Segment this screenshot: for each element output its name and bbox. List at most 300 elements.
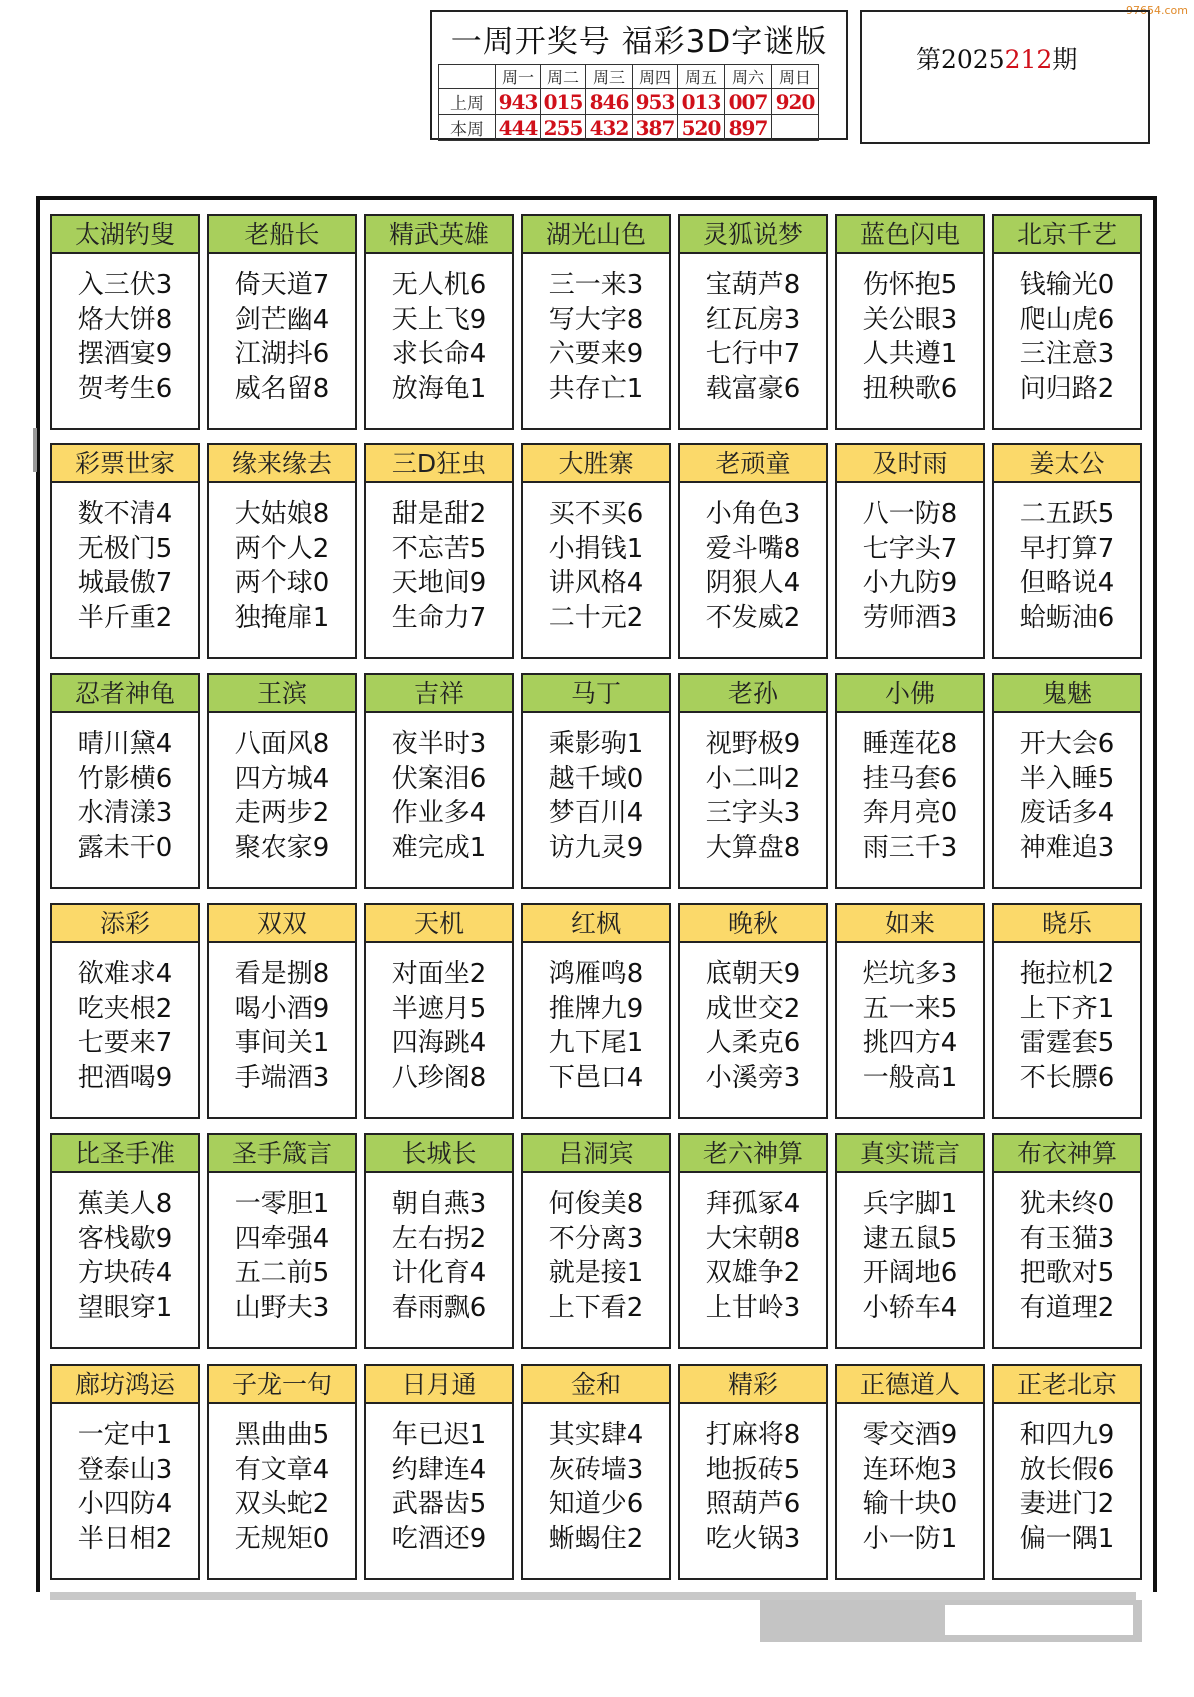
riddle-line: 蜥蝎住2 [548,1523,644,1554]
riddle-card-lines [52,497,198,635]
riddle-line: 灰砖墙3 [548,1454,644,1485]
riddle-card-title: 双双 [209,905,355,943]
riddle-card [521,1133,671,1349]
riddle-line: 露未干0 [77,832,173,863]
riddle-card-lines [523,1187,669,1325]
riddle-card [678,443,828,659]
riddle-card-lines [680,727,826,865]
riddle-line: 废话多4 [1019,798,1115,828]
riddle-card-lines [209,268,355,406]
riddle-card-title: 廊坊鸿运 [52,1366,198,1404]
riddle-line: 四牵强4 [234,1223,330,1254]
riddle-line: 求长命4 [391,339,487,369]
riddle-line: 零交酒9 [862,1420,958,1450]
riddle-card-title: 老六神算 [680,1135,826,1173]
riddle-line: 早打算7 [1019,533,1115,564]
riddle-line: 伤怀抱5 [862,270,958,300]
riddle-card [678,1133,828,1349]
riddle-card-title: 晓乐 [994,905,1140,943]
riddle-card-lines [837,727,983,865]
riddle-line: 打麻将8 [705,1420,801,1450]
riddle-card-lines [52,727,198,865]
riddle-line: 扭秧歌6 [862,373,958,404]
riddle-line: 偏一隅1 [1019,1523,1115,1554]
riddle-card [364,214,514,430]
riddle-card-lines [366,727,512,865]
riddle-line: 半日相2 [77,1523,173,1554]
draw-number: 520 [678,115,725,141]
riddle-line: 地扳砖5 [705,1454,801,1485]
riddle-card-lines [680,497,826,635]
riddle-line: 望眼穿1 [77,1292,173,1323]
riddle-card-title: 及时雨 [837,445,983,483]
riddle-line: 乘影驹1 [548,729,644,759]
side-mark [33,428,37,472]
issue-suffix: 期 [1052,45,1078,74]
riddle-card-title: 鬼魅 [994,675,1140,713]
riddle-card [992,1133,1142,1349]
riddle-card-lines [680,1418,826,1556]
riddle-line: 九下尾1 [548,1028,644,1058]
riddle-card-lines [994,957,1140,1095]
riddle-card-title: 太湖钓叟 [52,216,198,254]
issue-number [916,40,1077,76]
riddle-line: 手端酒3 [234,1062,330,1093]
riddle-line: 山野夫3 [234,1292,330,1323]
riddle-line: 人柔克6 [705,1028,801,1058]
riddle-card [521,673,671,889]
riddle-card-lines [209,727,355,865]
riddle-card [364,903,514,1119]
riddle-card-title: 马丁 [523,675,669,713]
riddle-line: 双头蛇2 [234,1489,330,1519]
riddle-card [678,903,828,1119]
riddle-line: 蛤蛎油6 [1019,602,1115,633]
riddle-line: 雨三千3 [862,832,958,863]
riddle-line: 逮五鼠5 [862,1223,958,1254]
draw-number: 387 [633,115,678,141]
riddle-line: 关公眼3 [862,304,958,335]
riddle-card [835,903,985,1119]
riddle-line: 视野极9 [705,729,801,759]
riddle-line: 八一防8 [862,499,958,529]
riddle-card-lines [523,1418,669,1556]
riddle-card-lines [209,1418,355,1556]
riddle-card-lines [366,268,512,406]
riddle-line: 有道理2 [1019,1292,1115,1323]
riddle-card-lines [837,957,983,1095]
bottom-blank [945,1605,1133,1635]
riddle-card-lines [52,1187,198,1325]
draw-number: 013 [678,89,725,115]
riddle-card [207,214,357,430]
riddle-line: 七行中7 [705,339,801,369]
riddle-line: 走两步2 [234,798,330,828]
riddle-line: 小一防1 [862,1523,958,1554]
riddle-card-title: 大胜寨 [523,445,669,483]
riddle-card-title: 缘来缘去 [209,445,355,483]
day-header: 周一 [496,65,541,89]
riddle-card-lines [366,1418,512,1556]
riddle-line: 摆酒宴9 [77,339,173,369]
riddle-line: 不长膘6 [1019,1062,1115,1093]
riddle-card [835,673,985,889]
riddle-line: 天地间9 [391,568,487,598]
riddle-card [678,1364,828,1580]
riddle-line: 晴川黛4 [77,729,173,759]
watermark-text: 97654.com [1126,4,1188,17]
draw-number: 432 [586,115,633,141]
riddle-card-lines [366,957,512,1095]
riddle-line: 放海龟1 [391,373,487,404]
riddle-line: 竹影横6 [77,763,173,794]
riddle-line: 七要来7 [77,1028,173,1058]
riddle-card-title: 精彩 [680,1366,826,1404]
riddle-line: 小捐钱1 [548,533,644,564]
riddle-line: 五一来5 [862,993,958,1024]
riddle-line: 一定中1 [77,1420,173,1450]
bottom-bar [50,1592,1136,1600]
riddle-line: 其实肆4 [548,1420,644,1450]
riddle-card [364,1133,514,1349]
riddle-card-title: 精武英雄 [366,216,512,254]
draw-number: 920 [772,89,819,115]
riddle-line: 登泰山3 [77,1454,173,1485]
riddle-line: 输十块0 [862,1489,958,1519]
riddle-line: 劳师酒3 [862,602,958,633]
riddle-line: 底朝天9 [705,959,801,989]
riddle-line: 不分离3 [548,1223,644,1254]
riddle-card-title: 小佛 [837,675,983,713]
riddle-card [992,214,1142,430]
riddle-line: 半斤重2 [77,602,173,633]
riddle-line: 客栈歇9 [77,1223,173,1254]
riddle-line: 天上飞9 [391,304,487,335]
riddle-card-title: 真实谎言 [837,1135,983,1173]
riddle-line: 犹未终0 [1019,1189,1115,1219]
riddle-card-lines [680,268,826,406]
riddle-card-title: 如来 [837,905,983,943]
riddle-card-lines [52,957,198,1095]
riddle-line: 小溪旁3 [705,1062,801,1093]
riddle-line: 爬山虎6 [1019,304,1115,335]
riddle-card [207,1364,357,1580]
riddle-card [364,1364,514,1580]
riddle-card-title: 忍者神龟 [52,675,198,713]
riddle-card-title: 日月通 [366,1366,512,1404]
riddle-line: 八面风8 [234,729,330,759]
draw-number: 846 [586,89,633,115]
riddle-line: 贺考生6 [77,373,173,404]
riddle-card-lines [366,1187,512,1325]
riddle-card-lines [52,268,198,406]
riddle-line: 拜孤冢4 [705,1189,801,1219]
riddle-line: 半入睡5 [1019,763,1115,794]
riddle-line: 小轿车4 [862,1292,958,1323]
riddle-line: 小角色3 [705,499,801,529]
issue-box [860,10,1150,144]
riddle-card-title: 晚秋 [680,905,826,943]
riddle-line: 夜半时3 [391,729,487,759]
riddle-line: 睡莲花8 [862,729,958,759]
riddle-line: 烂坑多3 [862,959,958,989]
riddle-card-title: 吕洞宾 [523,1135,669,1173]
riddle-card-lines [209,957,355,1095]
riddle-line: 上甘岭3 [705,1292,801,1323]
riddle-line: 六要来9 [548,339,644,369]
riddle-line: 八珍阁8 [391,1062,487,1093]
corner-cell [439,65,496,89]
riddle-card-title: 吉祥 [366,675,512,713]
draw-number: 255 [541,115,586,141]
riddle-line: 倚天道7 [234,270,330,300]
riddle-line: 生命力7 [391,602,487,633]
riddle-card [835,1133,985,1349]
riddle-card-title: 王滨 [209,675,355,713]
riddle-line: 何俊美8 [548,1189,644,1219]
riddle-line: 聚农家9 [234,832,330,863]
riddle-line: 看是捌8 [234,959,330,989]
header-title: 一周开奖号 福彩3D字谜版 [450,24,828,60]
riddle-card-title: 红枫 [523,905,669,943]
riddle-line: 朝自燕3 [391,1189,487,1219]
riddle-line: 五二前5 [234,1258,330,1288]
riddle-line: 小二叫2 [705,763,801,794]
weekly-draw-header [430,10,848,140]
riddle-card [992,673,1142,889]
riddle-card-lines [523,497,669,635]
riddle-line: 开阔地6 [862,1258,958,1288]
riddle-card-title: 正老北京 [994,1366,1140,1404]
riddle-line: 写大字8 [548,304,644,335]
riddle-line: 连环炮3 [862,1454,958,1485]
riddle-line: 年已迟1 [391,1420,487,1450]
riddle-line: 四方城4 [234,763,330,794]
riddle-line: 两个球0 [234,568,330,598]
riddle-line: 无极门5 [77,533,173,564]
riddle-card-lines [994,727,1140,865]
riddle-line: 作业多4 [391,798,487,828]
day-header: 周六 [725,65,772,89]
day-header: 周二 [541,65,586,89]
riddle-line: 开大会6 [1019,729,1115,759]
riddle-line: 妻进门2 [1019,1489,1115,1519]
riddle-card-title: 老顽童 [680,445,826,483]
riddle-line: 对面坐2 [391,959,487,989]
riddle-card [992,903,1142,1119]
riddle-line: 三一来3 [548,270,644,300]
riddle-line: 独掩扉1 [234,602,330,633]
riddle-card-title: 老船长 [209,216,355,254]
riddle-line: 左右拐2 [391,1223,487,1254]
riddle-line: 吃火锅3 [705,1523,801,1554]
riddle-card-title: 子龙一句 [209,1366,355,1404]
riddle-line: 奔月亮0 [862,798,958,828]
riddle-line: 武器齿5 [391,1489,487,1519]
riddle-line: 七字头7 [862,533,958,564]
day-header: 周四 [633,65,678,89]
issue-serial: 212 [1004,45,1053,74]
riddle-line: 推牌九9 [548,993,644,1024]
riddle-line: 一般高1 [862,1062,958,1093]
day-header: 周日 [772,65,819,89]
riddle-line: 兵字脚1 [862,1189,958,1219]
riddle-line: 有玉猫3 [1019,1223,1115,1254]
riddle-line: 雷霆套5 [1019,1028,1115,1058]
riddle-card [50,443,200,659]
riddle-line: 剑芒幽4 [234,304,330,335]
riddle-line: 放长假6 [1019,1454,1115,1485]
riddle-line: 挂马套6 [862,763,958,794]
riddle-card [835,443,985,659]
riddle-line: 水清漾3 [77,798,173,828]
riddle-line: 钱输光0 [1019,270,1115,300]
riddle-card [207,1133,357,1349]
riddle-line: 载富豪6 [705,373,801,404]
riddle-line: 数不清4 [77,499,173,529]
riddle-line: 知道少6 [548,1489,644,1519]
riddle-line: 小九防9 [862,568,958,598]
riddle-card-title: 彩票世家 [52,445,198,483]
riddle-card-lines [994,497,1140,635]
riddle-line: 两个人2 [234,533,330,564]
riddle-line: 三注意3 [1019,339,1115,369]
riddle-line: 有文章4 [234,1454,330,1485]
riddle-line: 把歌对5 [1019,1258,1115,1288]
riddle-line: 无规矩0 [234,1523,330,1554]
riddle-card-lines [523,268,669,406]
riddle-card [521,903,671,1119]
riddle-line: 方块砖4 [77,1258,173,1288]
riddle-line: 四海跳4 [391,1028,487,1058]
riddle-line: 黑曲曲5 [234,1420,330,1450]
draw-number: 953 [633,89,678,115]
riddle-line: 不忘苦5 [391,533,487,564]
draw-number [772,115,819,141]
riddle-card-lines [837,497,983,635]
riddle-line: 把酒喝9 [77,1062,173,1093]
riddle-card-title: 添彩 [52,905,198,943]
riddle-card [50,673,200,889]
issue-prefix: 第2025 [916,45,1005,74]
riddle-line: 入三伏3 [77,270,173,300]
riddle-card-lines [837,1187,983,1325]
riddle-card [521,443,671,659]
riddle-line: 挑四方4 [862,1028,958,1058]
riddle-line: 访九灵9 [548,832,644,863]
draw-number: 007 [725,89,772,115]
riddle-line: 但略说4 [1019,568,1115,598]
riddle-line: 神难追3 [1019,832,1115,863]
riddle-line: 和四九9 [1019,1420,1115,1450]
riddle-line: 甜是甜2 [391,499,487,529]
riddle-line: 小四防4 [77,1489,173,1519]
riddle-card-lines [837,1418,983,1556]
riddle-line: 讲风格4 [548,568,644,598]
draw-number: 897 [725,115,772,141]
riddle-card-title: 金和 [523,1366,669,1404]
riddle-card-lines [680,1187,826,1325]
riddle-line: 爱斗嘴8 [705,533,801,564]
riddle-line: 下邑口4 [548,1062,644,1093]
riddle-line: 宝葫芦8 [705,270,801,300]
riddle-line: 事间关1 [234,1028,330,1058]
riddle-card-lines [994,1418,1140,1556]
riddle-card [521,1364,671,1580]
draw-number: 943 [496,89,541,115]
riddle-line: 共存亡1 [548,373,644,404]
riddle-card-lines [680,957,826,1095]
riddle-card-title: 蓝色闪电 [837,216,983,254]
riddle-line: 大宋朝8 [705,1223,801,1254]
riddle-card [364,443,514,659]
riddle-card-title: 天机 [366,905,512,943]
riddle-card-title: 正德道人 [837,1366,983,1404]
riddle-card [678,673,828,889]
riddle-line: 伏案泪6 [391,763,487,794]
riddle-card-title: 姜太公 [994,445,1140,483]
riddle-line: 问归路2 [1019,373,1115,404]
riddle-line: 买不买6 [548,499,644,529]
riddle-card [678,214,828,430]
riddle-card [835,1364,985,1580]
riddle-line: 约肆连4 [391,1454,487,1485]
riddle-card [207,903,357,1119]
riddle-line: 烙大饼8 [77,304,173,335]
riddle-line: 欲难求4 [77,959,173,989]
day-header: 周三 [586,65,633,89]
riddle-card-title: 湖光山色 [523,216,669,254]
draw-number: 444 [496,115,541,141]
riddle-line: 双雄争2 [705,1258,801,1288]
riddle-line: 蕉美人8 [77,1189,173,1219]
riddle-line: 一零胆1 [234,1189,330,1219]
riddle-line: 梦百川4 [548,798,644,828]
day-header: 周五 [678,65,725,89]
riddle-card-lines [523,727,669,865]
riddle-card [50,214,200,430]
riddle-card [364,673,514,889]
riddle-line: 上下齐1 [1019,993,1115,1024]
riddle-card [50,1364,200,1580]
riddle-line: 城最傲7 [77,568,173,598]
riddle-line: 喝小酒9 [234,993,330,1024]
riddle-card [207,443,357,659]
riddle-card [50,1133,200,1349]
days-row [439,65,819,89]
riddle-line: 大姑娘8 [234,499,330,529]
riddle-card-lines [52,1418,198,1556]
riddle-line: 二十元2 [548,602,644,633]
riddle-card [50,903,200,1119]
riddle-line: 照葫芦6 [705,1489,801,1519]
riddle-line: 三字头3 [705,798,801,828]
riddle-line: 春雨飘6 [391,1292,487,1323]
riddle-line: 越千域0 [548,763,644,794]
riddle-line: 鸿雁鸣8 [548,959,644,989]
riddle-line: 计化育4 [391,1258,487,1288]
riddle-card-lines [994,268,1140,406]
riddle-line: 威名留8 [234,373,330,404]
draw-number: 015 [541,89,586,115]
riddle-card-lines [209,497,355,635]
riddle-card [835,214,985,430]
riddle-card-lines [209,1187,355,1325]
riddle-line: 江湖抖6 [234,339,330,369]
riddle-line: 人共遵1 [862,339,958,369]
last-week-row [439,89,819,115]
riddle-card-title: 北京千艺 [994,216,1140,254]
